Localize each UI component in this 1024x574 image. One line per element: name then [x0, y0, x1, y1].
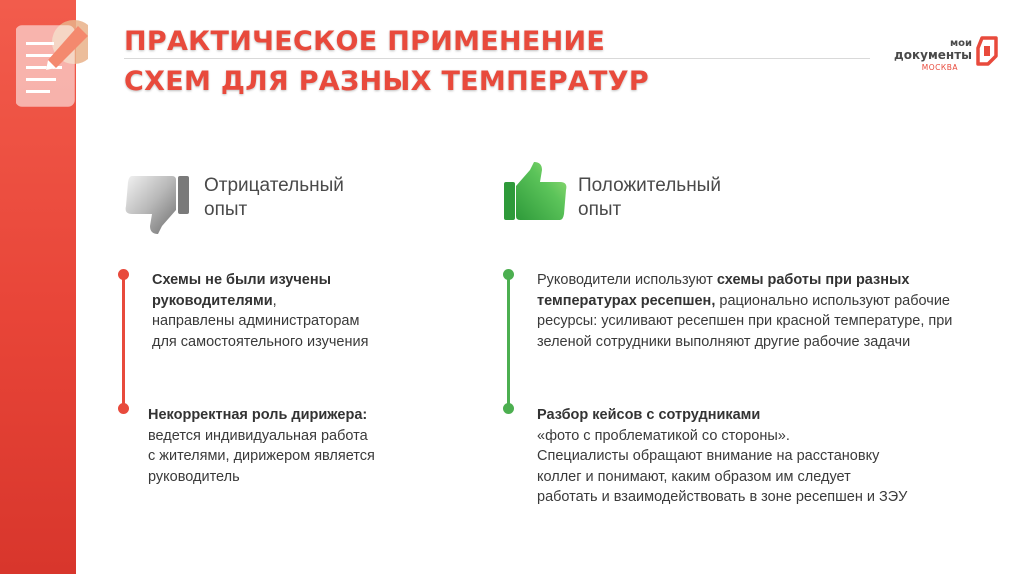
- negative-item-2-bold: Некорректная роль дирижера:: [148, 407, 368, 423]
- negative-item-1-bold: Схемы не были изучены руководителями: [152, 272, 331, 309]
- positive-timeline-dot: [503, 269, 514, 280]
- negative-item-1-line: направлены администраторам: [152, 313, 360, 329]
- positive-timeline-dot: [503, 403, 514, 414]
- negative-item-2-line: руководитель: [148, 468, 240, 485]
- logo-text-city: МОСКВА: [921, 63, 958, 72]
- thumbs-up-icon: [502, 160, 568, 222]
- positive-heading: [578, 174, 721, 222]
- logo-moi-dokumenty: [890, 34, 1002, 82]
- thumbs-down-icon: [124, 174, 190, 236]
- title-divider: [124, 58, 870, 59]
- logo-mark-icon: [974, 36, 998, 66]
- positive-item-2: [537, 405, 997, 508]
- positive-timeline: [507, 275, 510, 410]
- positive-item-1-rest: рационально используют рабочие ресурсы: усиливают ресепшен при красной температуре, при зеленой сотрудники выполняют другие рабочие задачи: [537, 292, 953, 350]
- positive-item-2-line: Специалисты обращают внимание на расстановку: [537, 448, 880, 464]
- positive-heading-line-2: опыт: [578, 199, 622, 220]
- title-line-2: СХЕМ ДЛЯ РАЗНЫХ ТЕМПЕРАТУР: [124, 66, 649, 97]
- negative-heading: [204, 174, 344, 222]
- negative-heading-line-2: опыт: [204, 199, 248, 220]
- positive-item-1-bold: схемы работы при разных температурах ресепшен,: [537, 272, 910, 309]
- negative-item-2: [148, 405, 448, 487]
- positive-item-2-bold: Разбор кейсов с сотрудниками: [537, 407, 761, 423]
- logo-text-line-2: документы: [894, 48, 972, 62]
- negative-item-1-line: для самостоятельного изучения: [152, 333, 369, 350]
- logo-text-line-1: мои: [949, 38, 972, 49]
- negative-item-2-line: ведется индивидуальная работа: [148, 427, 368, 444]
- negative-timeline: [122, 275, 125, 410]
- negative-item-1-punct: ,: [272, 292, 277, 309]
- negative-item-1: [152, 270, 442, 352]
- negative-timeline-dot: [118, 269, 129, 280]
- positive-item-2-line: работать и взаимодействовать в зоне ресепшен и ЗЭУ: [537, 489, 908, 505]
- negative-item-2-line: с жителями, дирижером является: [148, 448, 375, 464]
- positive-item-1: [537, 270, 987, 352]
- positive-item-2-line: коллег и понимают, каким образом им следует: [537, 468, 851, 485]
- document-pencil-icon: [16, 20, 88, 108]
- page-title: [124, 22, 649, 102]
- positive-heading-line-1: Положительный: [578, 175, 721, 196]
- positive-item-2-line: «фото с проблематикой со стороны».: [537, 427, 790, 444]
- negative-timeline-dot: [118, 403, 129, 414]
- positive-item-1-intro: Руководители используют: [537, 272, 717, 288]
- title-line-1: ПРАКТИЧЕСКОЕ ПРИМЕНЕНИЕ: [124, 26, 606, 57]
- negative-heading-line-1: Отрицательный: [204, 175, 344, 196]
